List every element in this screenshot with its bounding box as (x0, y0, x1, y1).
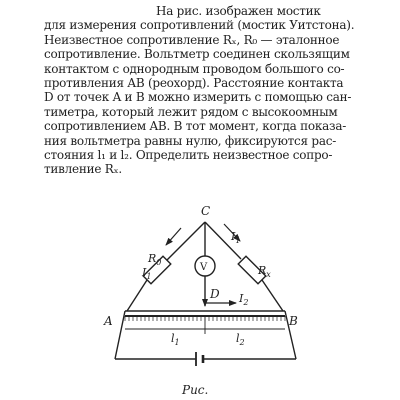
label-b: B (289, 314, 298, 328)
wheatstone-bridge-diagram (0, 200, 400, 400)
wire-c-r0 (167, 222, 205, 260)
label-voltmeter: V (200, 262, 208, 273)
wire-rx-b (262, 280, 283, 311)
label-r0: $R_0$ (148, 252, 162, 267)
label-rx: $R_x$ (258, 264, 271, 279)
arrow-i1-left (166, 228, 181, 245)
problem-line-5: контактом с однородным проводом большого со- (44, 61, 345, 76)
problem-line-4: сопротивление. Вольтметр соединен скользящим (44, 47, 350, 62)
problem-line-3: Неизвестное сопротивление Rₓ, R₀ — эталонное (44, 32, 340, 47)
wire-r0-a (127, 280, 147, 311)
problem-text (44, 4, 392, 177)
problem-line-9: сопротивлением AB. В тот момент, когда показа- (44, 119, 347, 134)
label-a: A (104, 314, 113, 328)
label-i2: $I_2$ (239, 292, 249, 307)
problem-line-7: D от точек A и B можно измерить с помощью сан- (44, 90, 352, 105)
problem-line-12: тивление Rₓ. (44, 162, 122, 177)
problem-line-10: ния вольтметра равны нулю, фиксируются рас- (44, 133, 336, 148)
label-d: D (210, 287, 220, 301)
label-i1-right: $I_1$ (231, 230, 241, 245)
figure-caption: Рис. (182, 383, 209, 397)
problem-line-11: стояния l₁ и l₂. Определить неизвестное сопро- (44, 148, 333, 163)
problem-line-8: тиметра, который лежит рядом с высокоомным (44, 104, 338, 119)
problem-line-1: На рис. изображен мостик (156, 4, 321, 18)
wire-a-down (115, 311, 125, 359)
bridge-figure (0, 200, 400, 400)
label-l1: $l_1$ (171, 332, 180, 347)
label-l2: $l_2$ (236, 332, 245, 347)
problem-line-6: противления AB (реохорд). Расстояние контакта (44, 76, 344, 91)
problem-line-2: для измерения сопротивлений (мостик Уитстона). (44, 18, 355, 33)
label-c: C (201, 204, 211, 218)
label-i1-left: $I_1$ (142, 266, 152, 281)
